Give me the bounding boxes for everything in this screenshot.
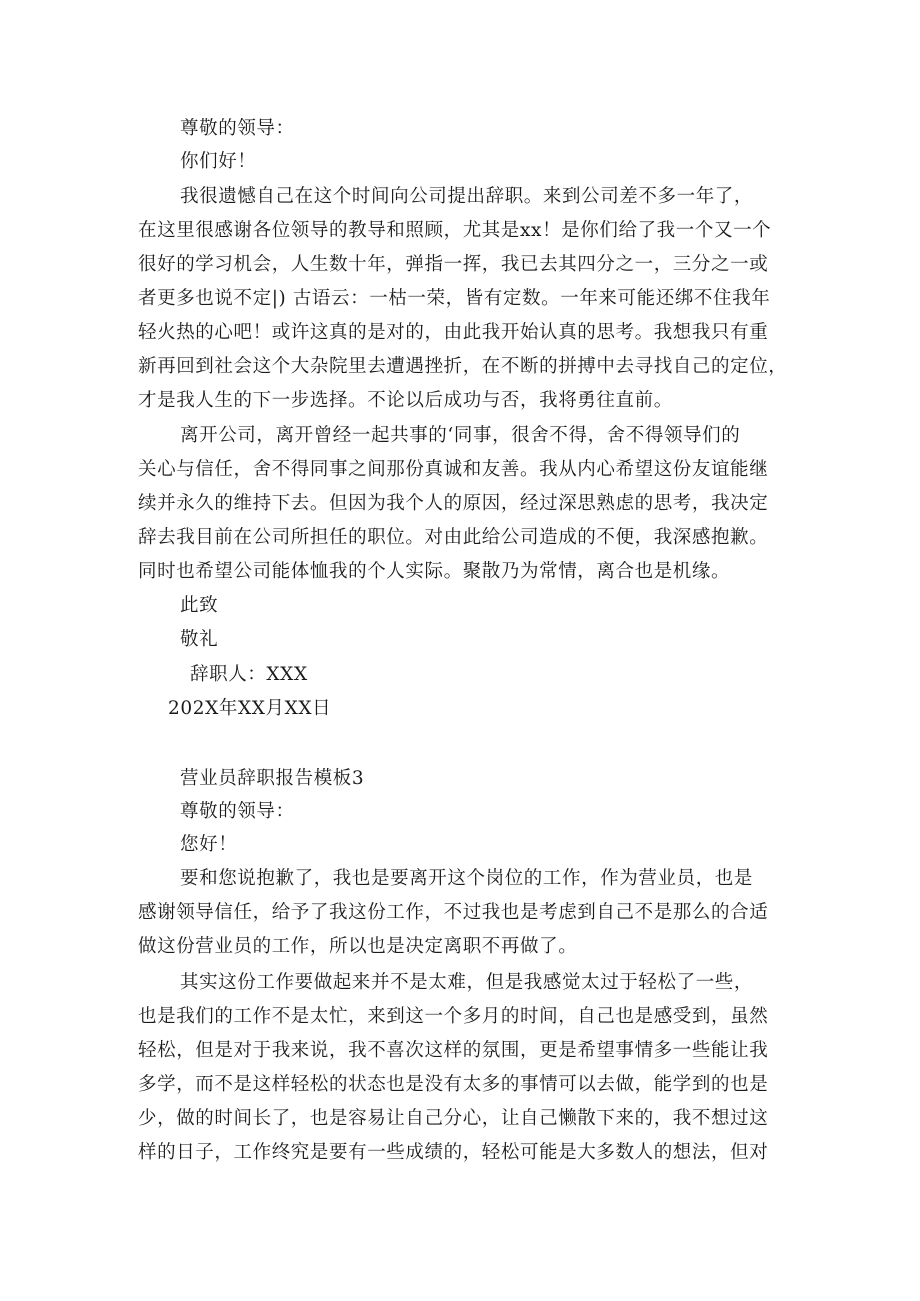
paragraph-line: 者更多也说不定|) 古语云：一枯一荣，皆有定数。一年来可能还绑不住我年 (138, 288, 771, 309)
date: 202X年XX月XX日 (168, 698, 332, 719)
paragraph-line: 样的日子，工作终究是要有一些成绩的，轻松可能是大多数人的想法，但对 (138, 1142, 769, 1163)
paragraph-line: 其实这份工作要做起来并不是太难，但是我感觉太过于轻松了一些， (180, 972, 754, 993)
closing-line: 敬礼 (180, 629, 219, 650)
paragraph-line: 做这份营业员的工作，所以也是决定离职不再做了。 (138, 936, 578, 957)
paragraph-line: 轻松，但是对于我来说，我不喜次这样的氛围，更是希望事情多一些能让我 (138, 1040, 769, 1061)
paragraph-line: 关心与信任，舍不得同事之间那份真诚和友善。我从内心希望这份友谊能继 (138, 459, 769, 480)
paragraph-line: 续并永久的维持下去。但因为我个人的原因，经过深思熟虑的思考，我决定 (138, 493, 769, 514)
paragraph-line: 在这里很感谢各位领导的教导和照顾，尤其是xx！是你们给了我一个又一个 (138, 220, 772, 241)
greeting: 您好！ (180, 834, 238, 855)
closing-line: 此致 (180, 595, 219, 616)
paragraph-line: 也是我们的工作不是太忙，来到这一个多月的时间，自己也是感受到，虽然 (138, 1006, 769, 1027)
paragraph-line: 才是我人生的下一步选择。不论以后成功与否，我将勇往直前。 (138, 390, 673, 411)
paragraph-line: 很好的学习机会，人生数十年，弹指一挥，我已去其四分之一，三分之一或 (138, 254, 769, 275)
section-title: 营业员辞职报告模板3 (180, 768, 365, 789)
paragraph-line: 多学，而不是这样轻松的状态也是没有太多的事情可以去做，能学到的也是 (138, 1074, 769, 1095)
greeting: 你们好！ (180, 151, 257, 172)
signature: 辞职人：XXX (190, 664, 308, 685)
salutation: 尊敬的领导： (180, 118, 295, 139)
paragraph-line: 我很遗憾自己在这个时间向公司提出辞职。来到公司差不多一年了， (180, 186, 754, 207)
paragraph-line: 要和您说抱歉了，我也是要离开这个岗位的工作，作为营业员，也是 (180, 868, 754, 889)
paragraph-line: 少，做的时间长了，也是容易让自己分心，让自己懒散下来的，我不想过这 (138, 1108, 769, 1129)
salutation: 尊敬的领导： (180, 801, 295, 822)
paragraph-line: 新再回到社会这个大杂院里去遭遇挫折，在不断的拼搏中去寻找自己的定位， (138, 356, 788, 377)
paragraph-line: 离开公司，离开曾经一起共事的‘同事，很舍不得，舍不得领导们的 (180, 425, 741, 446)
paragraph-line: 辞去我目前在公司所担任的职位。对由此给公司造成的不便，我深感抱歉。 (138, 527, 769, 548)
paragraph-line: 轻火热的心吧！或许这真的是对的，由此我开始认真的思考。我想我只有重 (138, 322, 769, 343)
paragraph-line: 同时也希望公司能体恤我的个人实际。聚散乃为常情，离合也是机缘。 (138, 561, 731, 582)
paragraph-line: 感谢领导信任，给予了我这份工作，不过我也是考虑到自己不是那么的合适 (138, 902, 769, 923)
